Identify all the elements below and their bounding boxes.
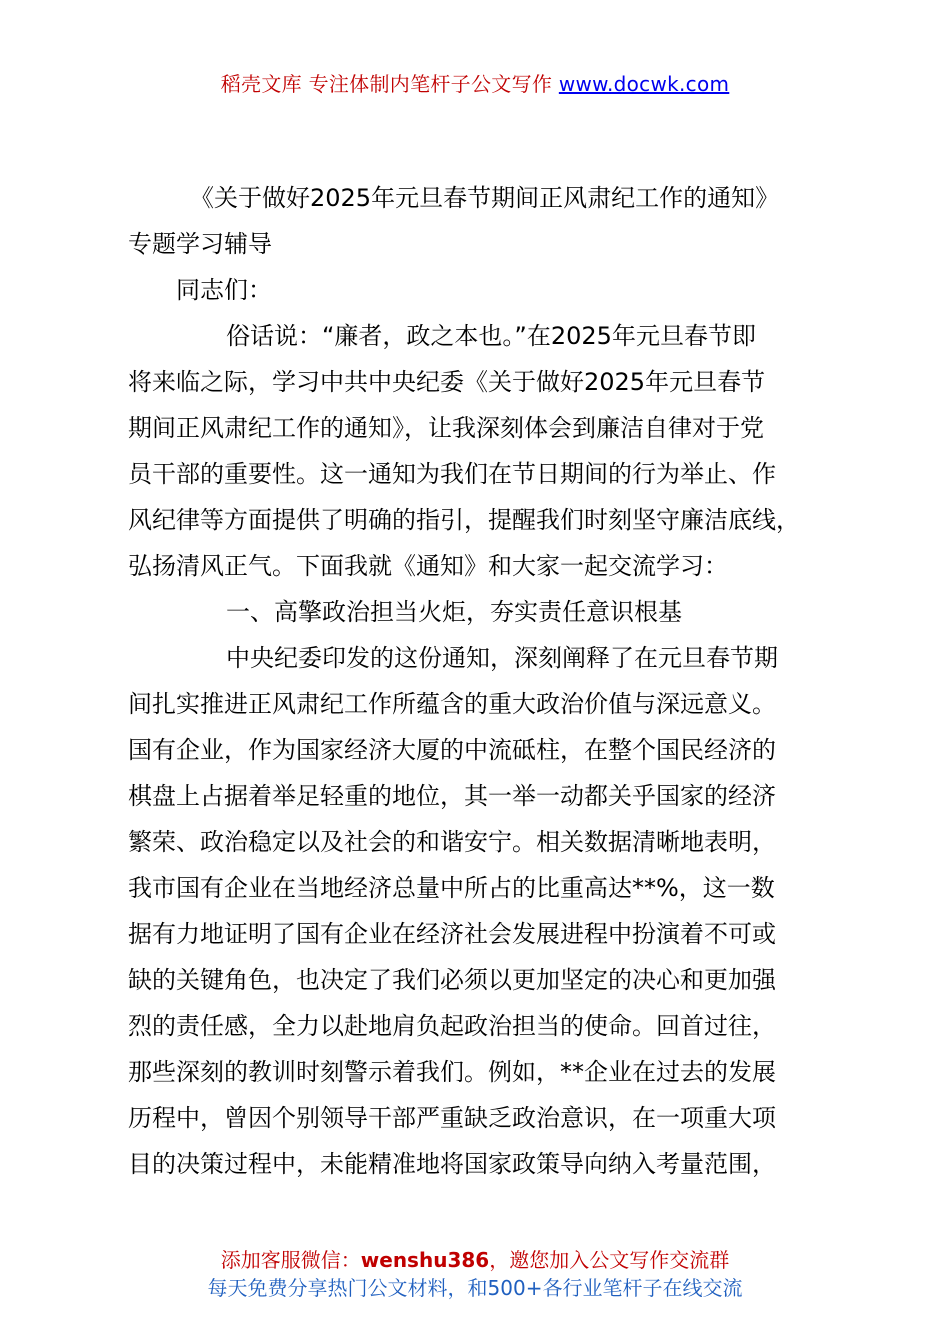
paragraph-line: 那些深刻的教训时刻警示着我们。例如，**企业在过去的发展 — [128, 1058, 776, 1086]
wechat-id: wenshu386 — [360, 1248, 490, 1272]
footer-tagline: 每天免费分享热门公文材料，和500+各行业笔杆子在线交流 — [207, 1276, 743, 1300]
document-title: 《关于做好2025年元旦春节期间正风肃纪工作的通知》 — [190, 184, 780, 212]
paragraph-line: 员干部的重要性。这一通知为我们在节日期间的行为举止、作 — [128, 460, 776, 488]
paragraph-line: 烈的责任感，全力以赴地肩负起政治担当的使命。回首过往， — [128, 1012, 776, 1040]
paragraph-line: 据有力地证明了国有企业在经济社会发展进程中扮演着不可或 — [128, 920, 776, 948]
paragraph-line: 间扎实推进正风肃纪工作所蕴含的重大政治价值与深远意义。 — [128, 690, 776, 718]
site-header — [0, 68, 950, 97]
paragraph-line: 繁荣、政治稳定以及社会的和谐安宁。相关数据清晰地表明， — [128, 828, 776, 856]
paragraph-line: 历程中，曾因个别领导干部严重缺乏政治意识，在一项重大项 — [128, 1104, 776, 1132]
paragraph-line: 棋盘上占据着举足轻重的地位，其一举一动都关乎国家的经济 — [128, 782, 776, 810]
section-heading: 一、高擎政治担当火炬，夯实责任意识根基 — [226, 598, 682, 626]
document-subtitle: 专题学习辅导 — [128, 230, 272, 258]
footer-suffix: ，邀您加入公文写作交流群 — [489, 1248, 730, 1272]
paragraph-line: 缺的关键角色，也决定了我们必须以更加坚定的决心和更加强 — [128, 966, 776, 994]
footer-promo — [0, 1244, 950, 1273]
header-link[interactable]: www.docwk.com — [558, 72, 730, 96]
header-slogan: 稻壳文库 专注体制内笔杆子公文写作 — [220, 72, 559, 96]
paragraph-line: 将来临之际，学习中共中央纪委《关于做好2025年元旦春节 — [128, 368, 766, 396]
paragraph-line: 国有企业，作为国家经济大厦的中流砥柱，在整个国民经济的 — [128, 736, 776, 764]
paragraph-line: 俗话说：“廉者，政之本也。”在2025年元旦春节即 — [226, 322, 756, 350]
paragraph-line: 中央纪委印发的这份通知，深刻阐释了在元旦春节期 — [226, 644, 778, 672]
paragraph-line: 目的决策过程中，未能精准地将国家政策导向纳入考量范围， — [128, 1150, 776, 1178]
paragraph-line: 我市国有企业在当地经济总量中所占的比重高达**%，这一数 — [128, 874, 775, 902]
salutation: 同志们： — [176, 276, 272, 304]
paragraph-line: 风纪律等方面提供了明确的指引，提醒我们时刻坚守廉洁底线， — [128, 506, 800, 534]
paragraph-line: 期间正风肃纪工作的通知》，让我深刻体会到廉洁自律对于党 — [128, 414, 764, 442]
footer-prefix: 添加客服微信： — [220, 1248, 361, 1272]
paragraph-line: 弘扬清风正气。下面我就《通知》和大家一起交流学习： — [128, 552, 728, 580]
